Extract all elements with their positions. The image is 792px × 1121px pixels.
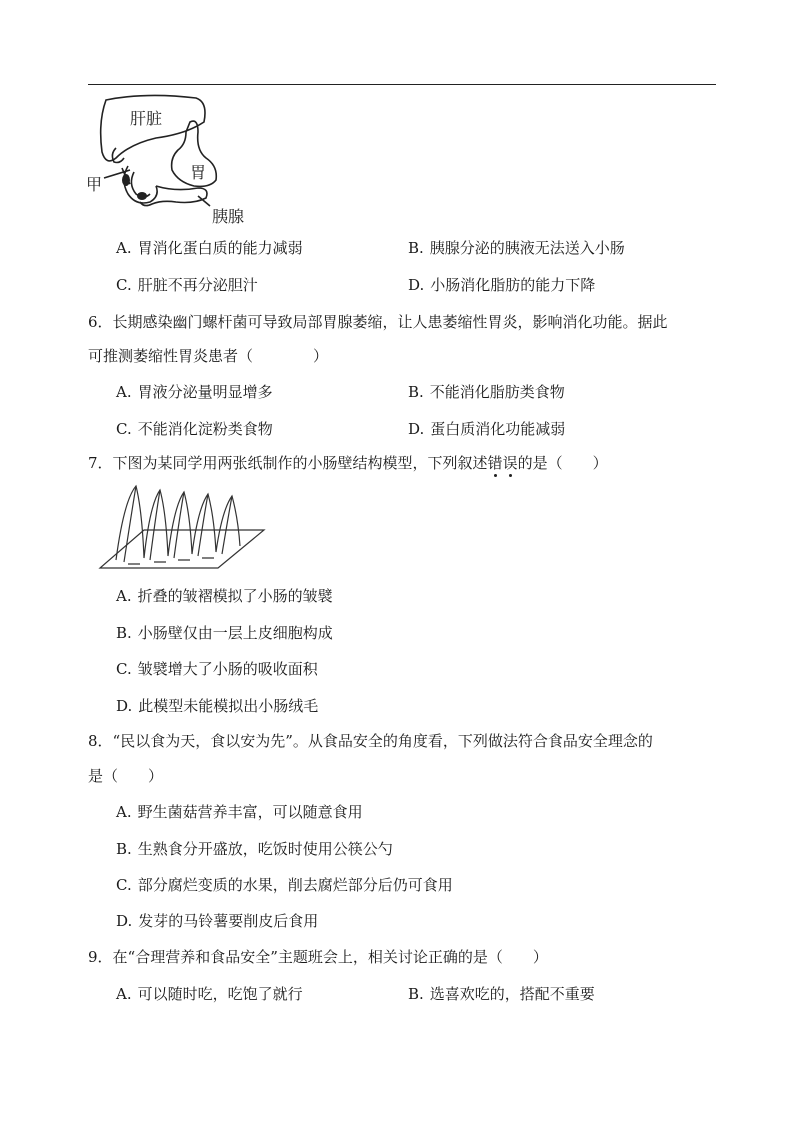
option-letter: A. xyxy=(116,803,132,821)
q8-option-a[interactable] xyxy=(116,802,363,822)
option-text: 发芽的马铃薯要削皮后食用 xyxy=(138,912,319,930)
q8-option-c[interactable] xyxy=(116,875,453,895)
q6-option-b[interactable] xyxy=(408,382,565,402)
q7-stem-after: 的是（ ） xyxy=(517,454,608,472)
q5-option-a[interactable] xyxy=(116,238,303,258)
option-letter: A. xyxy=(116,239,132,257)
option-text: 不能消化淀粉类食物 xyxy=(137,420,273,438)
header-rule xyxy=(88,84,716,85)
option-letter: C. xyxy=(116,420,132,438)
option-text: 不能消化脂肪类食物 xyxy=(429,383,565,401)
q6-option-d[interactable] xyxy=(408,419,565,439)
q9-stem: 9．在“合理营养和食品安全”主题班会上，相关讨论正确的是（ ） xyxy=(88,948,548,966)
q7-stem xyxy=(88,453,608,473)
q8-stem-line1: 8．“民以食为天，食以安为先”。从食品安全的角度看，下列做法符合食品安全理念的 xyxy=(88,732,653,750)
q6-option-c[interactable] xyxy=(116,419,273,439)
q6-stem-line2: 可推测萎缩性胃炎患者（ ） xyxy=(88,347,329,365)
q5-option-c[interactable] xyxy=(116,275,258,295)
q8-stem-line2: 是（ ） xyxy=(88,767,164,785)
option-text: 胰腺分泌的胰液无法送入小肠 xyxy=(429,239,625,257)
q5-option-d[interactable] xyxy=(408,275,595,295)
option-letter: D. xyxy=(116,697,133,715)
option-text: 此模型未能模拟出小肠绒毛 xyxy=(138,697,319,715)
q8-option-d[interactable] xyxy=(116,911,318,931)
option-letter: B. xyxy=(408,383,424,401)
option-letter: C. xyxy=(116,876,132,894)
option-text: 小肠壁仅由一层上皮细胞构成 xyxy=(137,624,333,642)
option-letter: C. xyxy=(116,660,132,678)
stomach-label: 胃 xyxy=(190,163,207,182)
q6-stem-line1: 6．长期感染幽门螺杆菌可导致局部胃腺萎缩，让人患萎缩性胃炎，影响消化功能。据此 xyxy=(88,313,668,331)
q5-option-b[interactable] xyxy=(408,238,625,258)
folded-paper-drawing xyxy=(98,480,266,574)
option-text: 野生菌菇营养丰富，可以随意食用 xyxy=(137,803,363,821)
q7-stem-before: 7．下图为某同学用两张纸制作的小肠壁结构模型，下列叙述 xyxy=(88,454,488,472)
option-text: 皱襞增大了小肠的吸收面积 xyxy=(137,660,318,678)
q7-emphasis-2: 误 xyxy=(502,454,518,472)
option-letter: B. xyxy=(116,624,132,642)
jia-label: 甲 xyxy=(86,175,103,194)
q7-option-c[interactable] xyxy=(116,659,318,679)
option-text: 小肠消化脂肪的能力下降 xyxy=(430,276,596,294)
q9-option-a[interactable] xyxy=(116,984,303,1004)
digestive-system-figure xyxy=(86,92,266,224)
option-text: 蛋白质消化功能减弱 xyxy=(430,420,566,438)
q6-option-a[interactable] xyxy=(116,382,273,402)
option-text: 肝脏不再分泌胆汁 xyxy=(137,276,258,294)
option-letter: D. xyxy=(408,276,425,294)
option-letter: C. xyxy=(116,276,132,294)
q7-option-a[interactable] xyxy=(116,586,333,606)
option-text: 选喜欢吃的，搭配不重要 xyxy=(429,985,595,1003)
liver-label: 肝脏 xyxy=(130,109,163,128)
q8-option-b[interactable] xyxy=(116,839,393,859)
option-text: 部分腐烂变质的水果，削去腐烂部分后仍可食用 xyxy=(137,876,453,894)
q7-option-d[interactable] xyxy=(116,696,318,716)
q9-option-b[interactable] xyxy=(408,984,595,1004)
option-letter: D. xyxy=(408,420,425,438)
option-text: 胃液分泌量明显增多 xyxy=(137,383,273,401)
option-letter: A. xyxy=(116,587,132,605)
option-letter: B. xyxy=(408,985,424,1003)
option-text: 胃消化蛋白质的能力减弱 xyxy=(137,239,303,257)
option-text: 生熟食分开盛放，吃饭时使用公筷公勺 xyxy=(137,840,393,858)
option-letter: B. xyxy=(116,840,132,858)
option-letter: A. xyxy=(116,985,132,1003)
option-text: 可以随时吃，吃饱了就行 xyxy=(137,985,303,1003)
option-letter: D. xyxy=(116,912,133,930)
q7-option-b[interactable] xyxy=(116,623,333,643)
q7-emphasis-1: 错 xyxy=(487,454,503,472)
intestine-wall-model-figure xyxy=(98,480,266,574)
option-text: 折叠的皱褶模拟了小肠的皱襞 xyxy=(137,587,333,605)
pancreas-label: 胰腺 xyxy=(212,207,245,226)
option-letter: B. xyxy=(408,239,424,257)
option-letter: A. xyxy=(116,383,132,401)
